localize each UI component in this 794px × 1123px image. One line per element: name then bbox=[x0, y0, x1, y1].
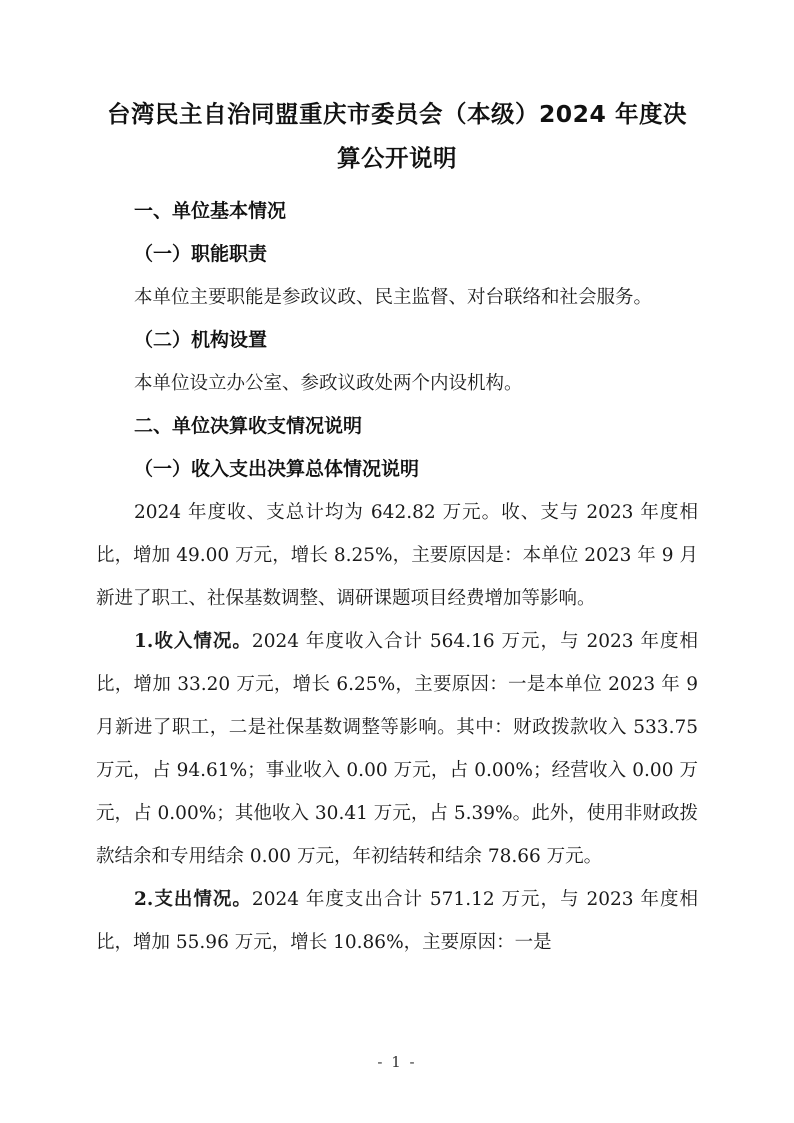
page-number: - 1 - bbox=[377, 1053, 417, 1071]
numbered-item-1-lead: 1.收入情况。 bbox=[134, 631, 252, 652]
numbered-item-1 bbox=[96, 620, 698, 878]
numbered-item-1-text: 2024 年度收入合计 564.16 万元，与 2023 年度相比，增加 33.20 万元，增长 6.25%，主要原因：一是本单位 2023 年 9 月新进了职工，二是社保基数调整等影响。其中：财政拨款收入 533.75 万元，占 94.61%；事业收入 0.00 万元，占 0.00%；经营收入 0.00 万元，占 0.00%；其他收入 30.41 万元，占 5.39%。此外，使用非财政拨款结余和专用结余 0.00 万元，年初结转和结余 78.66 万元。 bbox=[96, 631, 698, 867]
paragraph-2-1-1: 2024 年度收、支总计均为 642.82 万元。收、支与 2023 年度相比，增加 49.00 万元，增长 8.25%，主要原因是：本单位 2023 年 9 月新进了职工、社保基数调整、调研课题项目经费增加等影响。 bbox=[96, 502, 698, 609]
page-title: 台湾民主自治同盟重庆市委员会（本级）2024 年度决算公开说明 bbox=[106, 100, 688, 172]
subsection-heading-1-2: （二）机构设置 bbox=[134, 329, 268, 351]
subsection-heading-1-1: （一）职能职责 bbox=[134, 243, 268, 265]
subsection-heading-2-1: （一）收入支出决算总体情况说明 bbox=[134, 458, 420, 480]
section-heading-1: 一、单位基本情况 bbox=[134, 200, 287, 222]
numbered-item-2-lead: 2.支出情况。 bbox=[134, 889, 252, 910]
paragraph-1-1-1: 本单位主要职能是参政议政、民主监督、对台联络和社会服务。 bbox=[134, 287, 653, 308]
numbered-item-2-text: 2024 年度支出合计 571.12 万元，与 2023 年度相比，增加 55.96 万元，增长 10.86%，主要原因：一是 bbox=[96, 889, 698, 953]
numbered-item-2 bbox=[96, 878, 698, 964]
section-heading-2: 二、单位决算收支情况说明 bbox=[134, 415, 363, 437]
paragraph-1-2-1: 本单位设立办公室、参政议政处两个内设机构。 bbox=[134, 373, 523, 394]
